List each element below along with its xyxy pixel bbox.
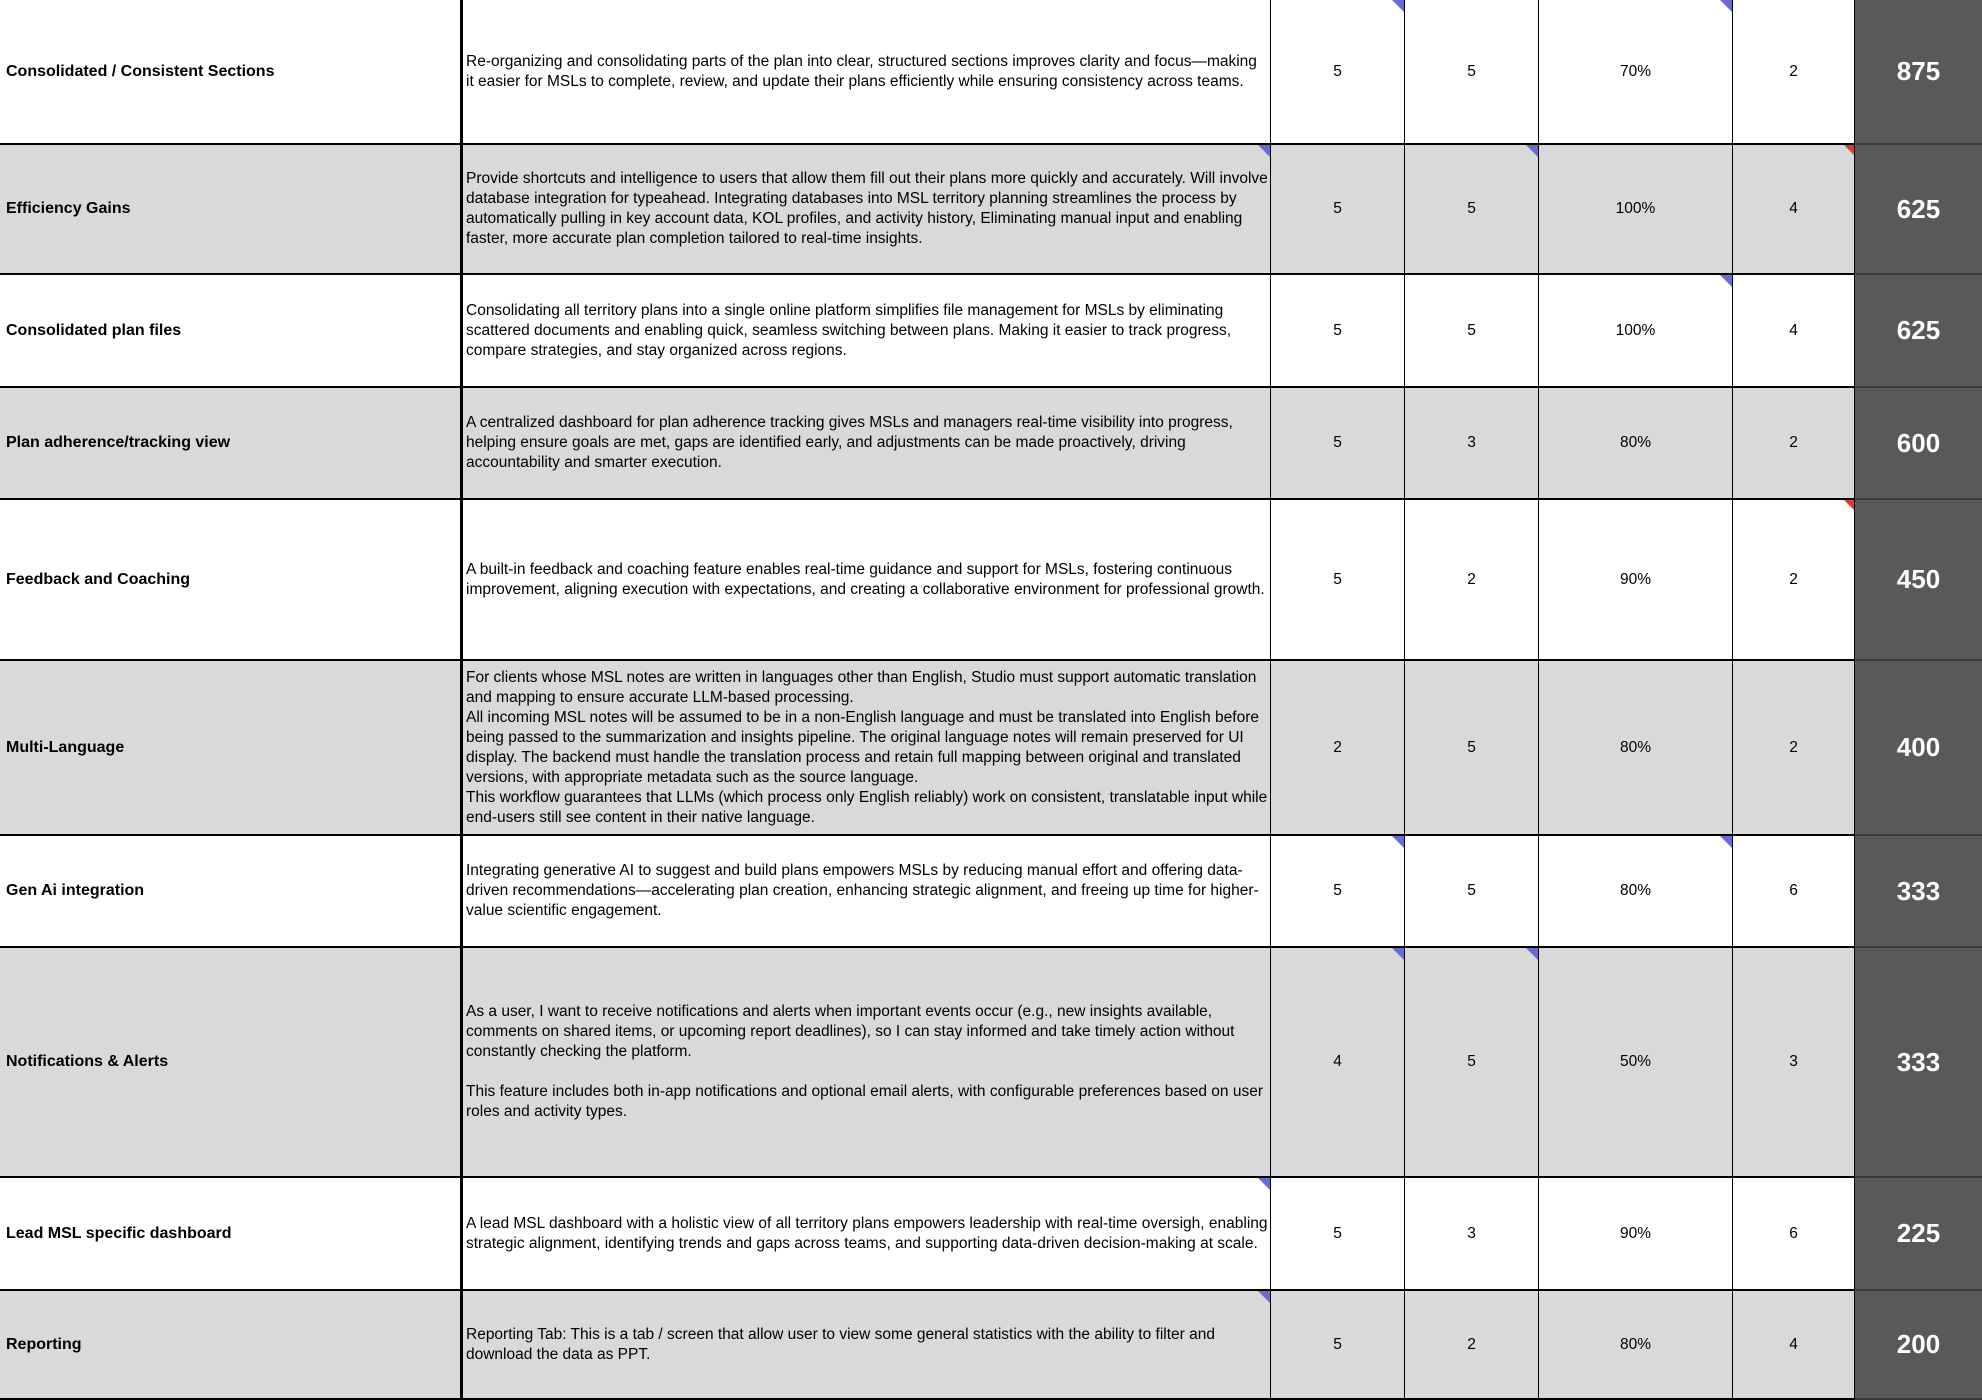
percent-cell-text: 80%: [1619, 1335, 1652, 1353]
score-a-text: 5: [1333, 570, 1342, 588]
item-description-text: A centralized dashboard for plan adherence tracking gives MSLs and managers real-time visibility into progress, helping ensure goals are met, gaps are identified early, and adjustments can be made proactively, driving accountability and smarter execution.: [466, 414, 1233, 471]
table-row: [0, 500, 1982, 661]
priority-score-text: 200: [1896, 1329, 1941, 1359]
item-description[interactable]: [461, 388, 1271, 500]
percent-cell-text: 100%: [1615, 321, 1656, 339]
score-a[interactable]: [1271, 275, 1405, 388]
item-description-text: A built-in feedback and coaching feature enables real-time guidance and support for MSLs, fostering continuous improvement, aligning execution with expectations, and creating a collaborative environment for professional growth.: [466, 560, 1265, 598]
item-name-text: Reporting: [6, 1335, 82, 1353]
percent-cell-text: 50%: [1619, 1053, 1652, 1070]
item-name[interactable]: [0, 0, 461, 145]
item-description[interactable]: [461, 145, 1271, 275]
item-name[interactable]: [0, 1291, 461, 1400]
item-name-text: Lead MSL specific dashboard: [6, 1224, 232, 1242]
percent-cell[interactable]: [1539, 275, 1733, 388]
priority-score-text: 625: [1896, 193, 1941, 224]
table-row: [0, 388, 1982, 500]
percent-cell[interactable]: [1539, 661, 1733, 836]
score-d[interactable]: [1733, 1178, 1855, 1291]
table-row: [0, 948, 1982, 1178]
item-description[interactable]: [461, 1178, 1271, 1291]
note-indicator-icon[interactable]: [1844, 145, 1854, 155]
comment-indicator-icon[interactable]: [1720, 836, 1732, 848]
item-name-text: Gen Ai integration: [6, 882, 145, 899]
score-a-text: 5: [1333, 62, 1342, 80]
score-b-text: 2: [1467, 1335, 1476, 1353]
table-row: [0, 661, 1982, 836]
priority-score[interactable]: [1855, 500, 1982, 661]
percent-cell[interactable]: [1539, 1291, 1733, 1400]
note-indicator-icon[interactable]: [1844, 500, 1854, 510]
priority-score-text: 625: [1896, 315, 1941, 345]
score-a[interactable]: [1271, 0, 1405, 145]
score-d[interactable]: [1733, 275, 1855, 388]
score-d-text: 6: [1789, 882, 1798, 899]
score-b-text: 5: [1467, 200, 1476, 217]
item-description-text: Integrating generative AI to suggest and build plans empowers MSLs by reducing manual effort and offering data-driven recommendations—accelerating plan creation, enhancing strategic alignment, and freeing up time for higher-value scientific engagement.: [466, 862, 1259, 919]
score-d-text: 3: [1789, 1053, 1798, 1070]
score-a-text: 4: [1333, 1053, 1342, 1070]
item-name[interactable]: [0, 388, 461, 500]
priority-score[interactable]: [1855, 948, 1982, 1178]
score-b[interactable]: [1405, 948, 1539, 1178]
score-a[interactable]: [1271, 661, 1405, 836]
priority-score[interactable]: [1855, 1291, 1982, 1400]
comment-indicator-icon[interactable]: [1392, 836, 1404, 848]
comment-indicator-icon[interactable]: [1526, 145, 1538, 157]
score-b[interactable]: [1405, 1178, 1539, 1291]
table-row: [0, 275, 1982, 388]
item-name-text: Efficiency Gains: [6, 200, 131, 217]
table-row: [0, 0, 1982, 145]
score-a-text: 5: [1333, 1335, 1342, 1353]
score-b-text: 2: [1467, 570, 1476, 588]
score-a-text: 5: [1333, 882, 1342, 899]
score-d-text: 4: [1789, 200, 1798, 217]
percent-cell[interactable]: [1539, 0, 1733, 145]
score-d-text: 6: [1789, 1224, 1798, 1242]
score-b-text: 5: [1467, 882, 1476, 899]
priority-score-text: 333: [1896, 875, 1941, 906]
score-b[interactable]: [1405, 1291, 1539, 1400]
item-name-text: Consolidated plan files: [6, 321, 182, 339]
item-description-text: As a user, I want to receive notifications and alerts when important events occur (e.g., new insights available, comments on shared items, or upcoming report deadlines), so I can stay informed and take timely action without constantly checking the platform. This feature includes both in-app notifications and optional email alerts, with configurable preferences based on user roles and activity types.: [466, 1003, 1264, 1120]
item-name-text: Notifications & Alerts: [6, 1053, 169, 1070]
item-description-text: For clients whose MSL notes are written in languages other than English, Studio must support automatic translation and mapping to ensure accurate LLM-based processing. All incoming MSL notes will be assumed to be in a non-English language and must be translated into English before being passed to the summarization and insights pipeline. The original language notes will remain preserved for UI display. The backend must handle the translation process and retain full mapping between original and translated versions, with appropriate metadata such as the source language. This workflow guarantees that LLMs (which process only English reliably) work on consistent, translatable input while end-users still see content in their native language.: [466, 668, 1268, 826]
item-name-text: Feedback and Coaching: [6, 570, 191, 588]
score-b-text: 3: [1467, 1224, 1476, 1242]
table-row: [0, 145, 1982, 275]
priority-score[interactable]: [1855, 836, 1982, 948]
item-description-text: Provide shortcuts and intelligence to users that allow them fill out their plans more quickly and accurately. Will involve database integration for typeahead. Integrating databases into MSL territory planning streamlines the process by automatically pulling in key account data, KOL profiles, and activity history, Eliminating manual input and enabling faster, more accurate plan completion tailored to real-time insights.: [466, 170, 1268, 247]
priority-score-text: 400: [1896, 732, 1941, 762]
score-a[interactable]: [1271, 948, 1405, 1178]
percent-cell[interactable]: [1539, 500, 1733, 661]
percent-cell-text: 100%: [1615, 200, 1656, 217]
item-description[interactable]: [461, 1291, 1271, 1400]
score-a[interactable]: [1271, 1178, 1405, 1291]
item-name[interactable]: [0, 500, 461, 661]
priority-score-text: 225: [1896, 1218, 1941, 1248]
percent-cell-text: 90%: [1619, 1224, 1652, 1242]
score-d[interactable]: [1733, 661, 1855, 836]
priority-score[interactable]: [1855, 388, 1982, 500]
score-d[interactable]: [1733, 500, 1855, 661]
item-description[interactable]: [461, 500, 1271, 661]
item-description-text: Consolidating all territory plans into a single online platform simplifies file management for MSLs by eliminating scattered documents and enabling quick, seamless switching between plans. Making it easier to track progress, compare strategies, and stay organized across regions.: [466, 301, 1232, 359]
score-b-text: 5: [1467, 1053, 1476, 1070]
item-name-text: Plan adherence/tracking view: [6, 434, 231, 451]
item-name[interactable]: [0, 661, 461, 836]
comment-indicator-icon[interactable]: [1258, 145, 1270, 157]
priority-score[interactable]: [1855, 1178, 1982, 1291]
score-a-text: 5: [1333, 200, 1342, 217]
percent-cell-text: 80%: [1619, 882, 1652, 899]
comment-indicator-icon[interactable]: [1258, 1178, 1270, 1190]
comment-indicator-icon[interactable]: [1526, 948, 1538, 960]
item-description[interactable]: [461, 661, 1271, 836]
score-a-text: 5: [1333, 321, 1342, 339]
comment-indicator-icon[interactable]: [1720, 275, 1732, 287]
score-b[interactable]: [1405, 500, 1539, 661]
comment-indicator-icon[interactable]: [1392, 0, 1404, 12]
score-d[interactable]: [1733, 145, 1855, 275]
priority-score-text: 450: [1896, 564, 1941, 594]
item-name-text: Consolidated / Consistent Sections: [6, 62, 275, 80]
score-b[interactable]: [1405, 0, 1539, 145]
priority-score[interactable]: [1855, 145, 1982, 275]
score-a[interactable]: [1271, 145, 1405, 275]
score-a[interactable]: [1271, 836, 1405, 948]
score-a-text: 5: [1333, 1224, 1342, 1242]
item-name-text: Multi-Language: [6, 738, 125, 756]
score-d-text: 2: [1789, 738, 1798, 756]
score-b-text: 5: [1467, 738, 1476, 756]
score-a[interactable]: [1271, 500, 1405, 661]
item-description-text: Re-organizing and consolidating parts of the plan into clear, structured sections improves clarity and focus—making it easier for MSLs to complete, review, and update their plans efficiently while ensuring consistency across teams.: [466, 52, 1257, 90]
score-b[interactable]: [1405, 836, 1539, 948]
priority-score-text: 600: [1896, 427, 1941, 458]
score-d[interactable]: [1733, 1291, 1855, 1400]
score-a[interactable]: [1271, 388, 1405, 500]
item-description-text: A lead MSL dashboard with a holistic view of all territory plans empowers leadership with real-time oversigh, enabling strategic alignment, identifying trends and gaps across teams, and supporting data-driven decision-making at scale.: [466, 1214, 1268, 1252]
percent-cell[interactable]: [1539, 1178, 1733, 1291]
comment-indicator-icon[interactable]: [1258, 1291, 1270, 1303]
percent-cell[interactable]: [1539, 145, 1733, 275]
score-a-text: 2: [1333, 738, 1342, 756]
score-b[interactable]: [1405, 388, 1539, 500]
priority-score-text: 333: [1896, 1046, 1941, 1077]
score-b-text: 5: [1467, 321, 1476, 339]
score-b-text: 5: [1467, 62, 1476, 80]
item-description[interactable]: [461, 0, 1271, 145]
percent-cell[interactable]: [1539, 388, 1733, 500]
score-b[interactable]: [1405, 275, 1539, 388]
percent-cell-text: 90%: [1619, 570, 1652, 588]
percent-cell-text: 80%: [1619, 738, 1652, 756]
score-d-text: 4: [1789, 1335, 1798, 1353]
priority-score[interactable]: [1855, 275, 1982, 388]
item-description[interactable]: [461, 836, 1271, 948]
score-d[interactable]: [1733, 0, 1855, 145]
score-d-text: 2: [1789, 570, 1798, 588]
score-b[interactable]: [1405, 661, 1539, 836]
score-d-text: 4: [1789, 321, 1798, 339]
item-description-text: Reporting Tab: This is a tab / screen that allow user to view some general statistics with the ability to filter and download the data as PPT.: [466, 1325, 1215, 1363]
table-row: [0, 1178, 1982, 1291]
item-name[interactable]: [0, 948, 461, 1178]
score-d[interactable]: [1733, 948, 1855, 1178]
table-row: [0, 836, 1982, 948]
score-d-text: 2: [1789, 62, 1798, 80]
item-name[interactable]: [0, 275, 461, 388]
item-description[interactable]: [461, 948, 1271, 1178]
item-description[interactable]: [461, 275, 1271, 388]
score-b-text: 3: [1467, 434, 1476, 451]
percent-cell[interactable]: [1539, 948, 1733, 1178]
percent-cell[interactable]: [1539, 836, 1733, 948]
score-a[interactable]: [1271, 1291, 1405, 1400]
percent-cell-text: 80%: [1619, 434, 1652, 451]
priority-score[interactable]: [1855, 661, 1982, 836]
item-name[interactable]: [0, 1178, 461, 1291]
score-d[interactable]: [1733, 388, 1855, 500]
item-name[interactable]: [0, 836, 461, 948]
percent-cell-text: 70%: [1619, 62, 1652, 80]
table-row: [0, 1291, 1982, 1400]
comment-indicator-icon[interactable]: [1720, 0, 1732, 12]
priority-score[interactable]: [1855, 0, 1982, 145]
score-b[interactable]: [1405, 145, 1539, 275]
score-d-text: 2: [1789, 434, 1798, 451]
score-a-text: 5: [1333, 434, 1342, 451]
score-d[interactable]: [1733, 836, 1855, 948]
item-name[interactable]: [0, 145, 461, 275]
priority-score-text: 875: [1896, 56, 1941, 86]
comment-indicator-icon[interactable]: [1392, 948, 1404, 960]
